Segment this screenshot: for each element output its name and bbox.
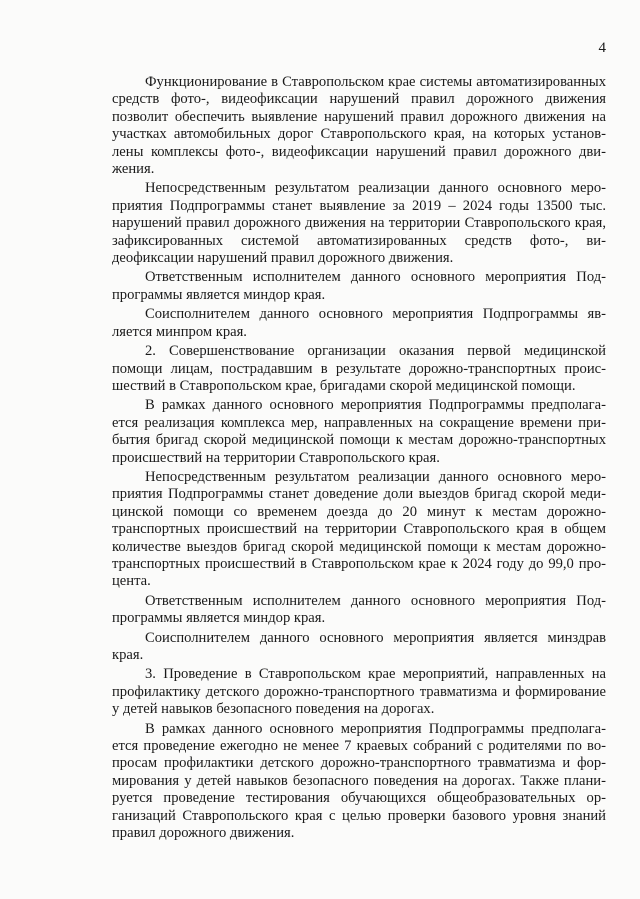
paragraph-item-2-heading: 2. Совершенствование организации оказания первой медицинской помощи лицам, пострадавшим в результате дорожно-транспортных происшествий в Ставропольском крае, бригадами скорой медицинской помощи. — [112, 343, 606, 394]
paragraph-automated-fixation: Функционирование в Ставропольском крае системы автоматизированных средств фото-, видеофиксации нарушений правил дорожного движения позволит обеспечить выявление нарушений правил дорожного движения на участках автомобильных дорог Ставропольского края, на которых установлены комплексы фото-, видеофиксации нарушений правил дорожного движения. — [112, 74, 606, 178]
page-number: 4 — [598, 40, 606, 56]
paragraph-co-executor-minzdrav: Соисполнителем данного основного мероприятия является минздрав края. — [112, 629, 606, 663]
paragraph-responsible-mindor-2: Ответственным исполнителем данного основного мероприятия Подпрограммы является миндор края. — [112, 592, 606, 627]
paragraph-parent-meetings: В рамках данного основного мероприятия Подпрограммы предполагается проведение ежегодно не менее 7 краевых собраний с родителями по вопросам профилактики детского дорожно-транспортного травматизма и формирования у детей навыков безопасного поведения на дорогах. Также планируется проведение тестирования обучающихся общеобразовательных организаций Ставропольского края с целью проверки базового уровня знаний правил дорожного движения. — [112, 720, 606, 842]
paragraph-item-3-heading: 3. Проведение в Ставропольском крае мероприятий, направленных на профилактику детского дорожно-транспортного травматизма и формирование у детей навыков безопасного поведения на дорогах. — [112, 666, 606, 718]
paragraph-result-violations: Непосредственным результатом реализации данного основного мероприятия Подпрограммы станет выявление за 2019 – 2024 годы 13500 тыс. нарушений правил дорожного движения на территории Ставропольского края, зафиксированных системой автоматизированных средств фото-, видеофиксации нарушений правил дорожного движения. — [112, 180, 606, 267]
paragraph-result-ambulance: Непосредственным результатом реализации данного основного мероприятия Подпрограммы станет доведение доли выездов бригад скорой медицинской помощи со временем доезда до 20 минут к местам дорожно-транспортных происшествий на территории Ставропольского края в общем количестве выездов бригад скорой медицинской помощи к местам дорожно-транспортных происшествий в Ставропольском крае к 2024 году до 99,0 процента. — [112, 468, 606, 590]
body-text — [112, 74, 606, 842]
paragraph-responsible-mindor: Ответственным исполнителем данного основного мероприятия Подпрограммы является миндор края. — [112, 269, 606, 303]
paragraph-ambulance-measures: В рамках данного основного мероприятия Подпрограммы предполагается реализация комплекса мер, направленных на сокращение времени прибытия бригад скорой медицинской помощи к местам дорожно-транспортных происшествий на территории Ставропольского края. — [112, 397, 606, 466]
paragraph-co-executor-minprom: Соисполнителем данного основного мероприятия Подпрограммы является минпром края. — [112, 306, 606, 340]
